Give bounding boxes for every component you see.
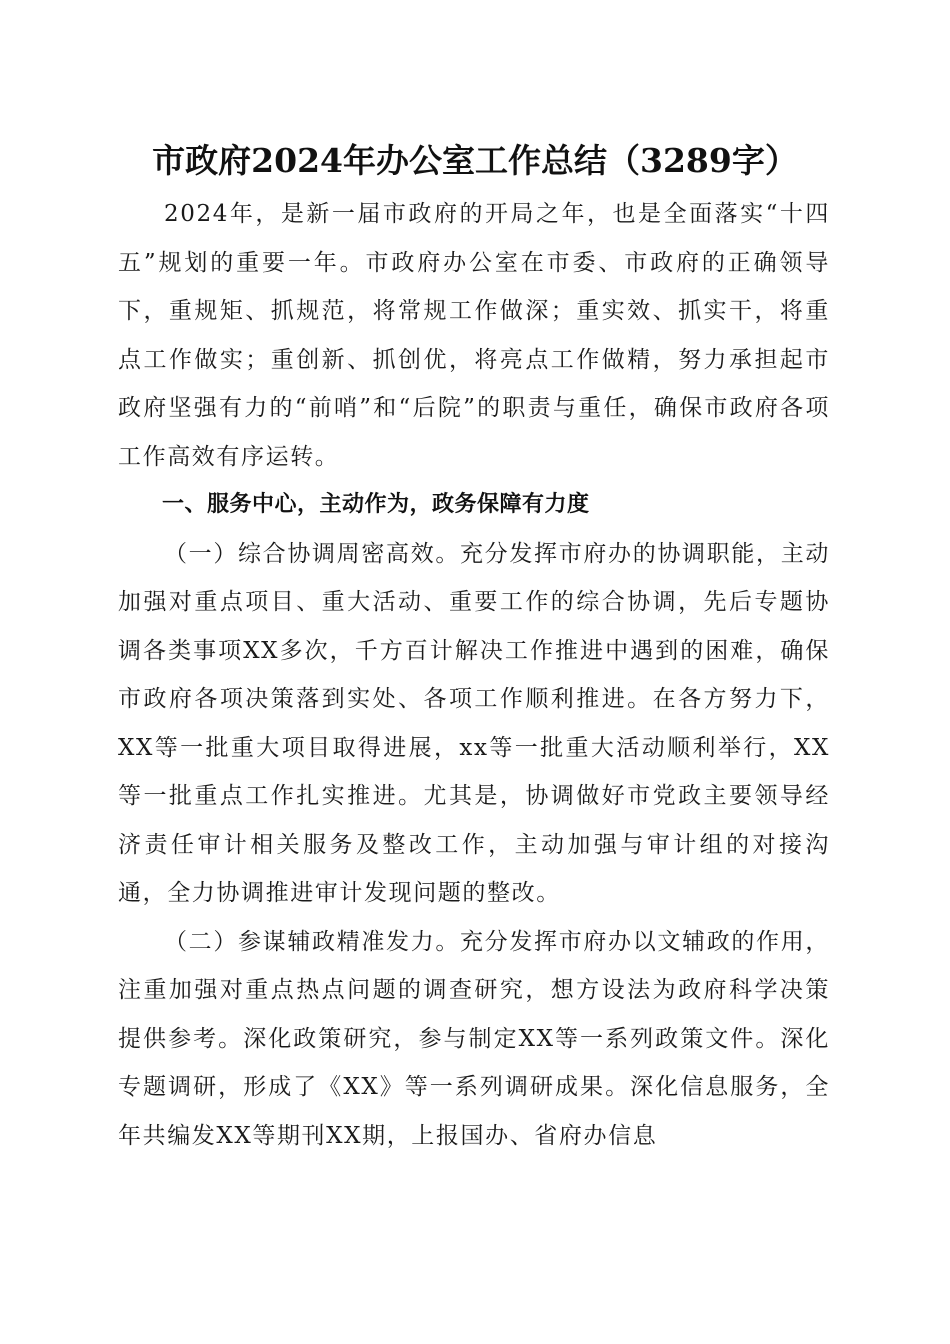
document-title: 市政府2024年办公室工作总结（3289字） — [152, 141, 798, 180]
section-heading-1: 一、服务中心，主动作为，政务保障有力度 — [162, 492, 590, 517]
section-1-item-1: （一）综合协调周密高效。充分发挥市府办的协调职能，主动加强对重点项目、重大活动、重要工作的综合协调，先后专题协调各类事项XX多次，千方百计解决工作推进中遇到的困难，确保市政府各项决策落到实处、各项工作顺利推进。在各方努力下，XX等一批重大项目取得进展，xx等一批重大活动顺利举行，XX等一批重点工作扎实推进。尤其是，协调做好市党政主要领导经济责任审计相关服务及整改工作，主动加强与审计组的对接沟通，全力协调推进审计发现问题的整改。 — [118, 540, 830, 906]
intro-paragraph: 2024年，是新一届市政府的开局之年，也是全面落实“十四五”规划的重要一年。市政府办公室在市委、市政府的正确领导下，重规矩、抓规范，将常规工作做深；重实效、抓实干，将重点工作做实；重创新、抓创优，将亮点工作做精，努力承担起市政府坚强有力的“前哨”和“后院”的职责与重任，确保市政府各项工作高效有序运转。 — [118, 201, 830, 470]
document-body — [118, 190, 830, 1160]
section-1-item-2: （二）参谋辅政精准发力。充分发挥市府办以文辅政的作用，注重加强对重点热点问题的调查研究，想方设法为政府科学决策提供参考。深化政策研究，参与制定XX等一系列政策文件。深化专题调研，形成了《XX》等一系列调研成果。深化信息服务，全年共编发XX等期刊XX期，上报国办、省府办信息 — [118, 928, 830, 1149]
